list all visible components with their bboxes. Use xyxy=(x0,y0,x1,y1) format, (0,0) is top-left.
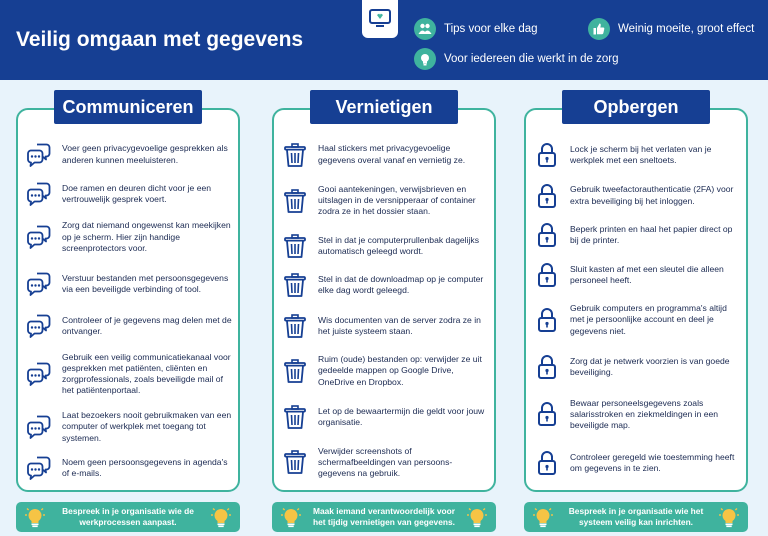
list-item xyxy=(534,176,740,216)
header xyxy=(0,0,768,80)
item-text: Doe ramen en deuren dicht voor je een vertrouwelijk gesprek voert. xyxy=(62,182,212,204)
item-text: Bewaar personeelsgegevens zoals salarisstroken en ziekmeldingen in een beveiligde map. xyxy=(570,397,719,431)
list-item xyxy=(282,175,488,226)
item-text: Verwijder screenshots of schermafbeeldingen van persoons-gegevens na gebruik. xyxy=(318,445,453,478)
list-item xyxy=(26,451,232,486)
lightbulb-icon xyxy=(24,506,46,528)
item-text: Ruim (oude) bestanden op: verwijder ze uit gedeelde mappen op Google Drive, OneDrive en Dropbox. xyxy=(318,354,482,387)
list-item xyxy=(282,346,488,395)
tip-text: Weinig moeite, groot effect xyxy=(618,23,755,35)
trash-can-icon xyxy=(282,272,308,298)
speech-bubbles-icon xyxy=(26,455,52,481)
item-text: Laat bezoekers nooit gebruikmaken van een computer of werkplek met toegang tot systemen. xyxy=(62,410,232,443)
lightbulb-icon xyxy=(210,506,232,528)
tip-text: Tips voor elke dag xyxy=(444,23,538,35)
list-item xyxy=(26,307,232,344)
list-item xyxy=(534,295,740,345)
list-item xyxy=(282,134,488,175)
banner-text: Maak iemand verantwoordelijk voor het tijdig vernietigen van gegevens. xyxy=(313,506,455,527)
item-list xyxy=(26,134,232,486)
users-icon xyxy=(414,18,436,40)
list-item xyxy=(26,344,232,403)
trash-can-icon xyxy=(282,358,308,384)
list-item xyxy=(282,396,488,439)
tip-text: Voor iedereen die werkt in de zorg xyxy=(444,53,619,65)
speech-bubbles-icon xyxy=(26,414,52,440)
trash-can-icon xyxy=(282,404,308,430)
lightbulb-icon xyxy=(532,506,554,528)
list-item xyxy=(534,134,740,176)
list-item xyxy=(26,403,232,450)
item-text: Beperk printen en haal het papier direct op bij de printer. xyxy=(570,224,733,246)
list-item xyxy=(282,439,488,486)
list-item xyxy=(534,216,740,256)
trash-can-icon xyxy=(282,449,308,475)
item-text: Controleer of je gegevens mag delen met de ontvanger. xyxy=(62,314,232,336)
list-item xyxy=(26,262,232,307)
item-text: Zorg dat je netwerk voorzien is van goede beveiliging. xyxy=(570,355,730,377)
tip-for-everyone xyxy=(414,48,619,70)
padlock-icon xyxy=(534,222,560,248)
banner-text: Bespreek in je organisatie wie de werkprocessen aanpast. xyxy=(62,506,194,527)
lightbulb-icon xyxy=(414,48,436,70)
item-text: Wis documenten van de server zodra ze in het juiste systeem staan. xyxy=(318,314,481,336)
speech-bubbles-icon xyxy=(26,271,52,297)
list-item xyxy=(534,255,740,295)
thumbs-up-icon xyxy=(588,18,610,40)
lightbulb-icon xyxy=(466,506,488,528)
item-text: Gebruik een veilig communicatiekanaal voor gesprekken met patiënten, cliënten en zorgprofessionals, zoals beveiligde mail of het patiëntenportaal. xyxy=(62,351,231,396)
item-text: Noem geen persoonsgegevens in agenda's of e-mails. xyxy=(62,457,228,479)
item-text: Controleer geregeld wie toestemming heeft om gegevens in te zien. xyxy=(570,451,735,474)
item-text: Stel in dat je computerprullenbak dagelijks automatisch geleegd wordt. xyxy=(318,234,479,257)
padlock-icon xyxy=(534,307,560,333)
item-text: Lock je scherm bij het verlaten van je werkplek met een sneltoets. xyxy=(570,143,712,165)
item-text: Voer geen privacygevoelige gesprekken als anderen kunnen meeluisteren. xyxy=(62,143,228,165)
item-text: Haal stickers met privacygevoelige gegevens overal vanaf en vernietig ze. xyxy=(318,143,466,165)
item-text: Verstuur bestanden met persoonsgegevens via een beveiligde verbinding of tool. xyxy=(62,273,229,295)
page-title: Veilig omgaan met gegevens xyxy=(16,28,304,51)
speech-bubbles-icon xyxy=(26,142,52,168)
item-text: Sluit kasten af met een sleutel die alleen personeel heeft. xyxy=(570,264,724,286)
trash-can-icon xyxy=(282,142,308,168)
item-text: Gebruik tweefactorauthenticatie (2FA) voor extra beveiliging bij het inloggen. xyxy=(570,184,734,206)
column-communiceren xyxy=(16,108,240,492)
list-item xyxy=(26,134,232,175)
banner-opbergen xyxy=(524,502,748,532)
banner-text: Bespreek in je organisatie wie het systeem veilig kan inrichten. xyxy=(568,506,704,527)
item-list xyxy=(282,134,488,486)
speech-bubbles-icon xyxy=(26,181,52,207)
lightbulb-icon xyxy=(280,506,302,528)
column-title-opbergen: Opbergen xyxy=(562,90,710,124)
monitor-heart-icon xyxy=(368,8,392,30)
trash-can-icon xyxy=(282,313,308,339)
padlock-icon xyxy=(534,401,560,427)
padlock-icon xyxy=(534,142,560,168)
item-text: Gooi aantekeningen, verwijsbrieven en uitslagen in de versnipperaar of container zodra ze in het dossier staan. xyxy=(318,184,476,217)
list-item xyxy=(26,213,232,262)
banner-vernietigen xyxy=(272,502,496,532)
tip-low-effort xyxy=(588,18,754,40)
list-item xyxy=(282,226,488,265)
item-text: Zorg dat niemand ongewenst kan meekijken op je scherm. Hier zijn handige screenprotectors voor. xyxy=(62,220,231,253)
padlock-icon xyxy=(534,450,560,476)
item-text: Gebruik computers en programma's altijd met je persoonlijke account en deel je gegevens niet. xyxy=(570,303,727,336)
speech-bubbles-icon xyxy=(26,361,52,387)
column-opbergen xyxy=(524,108,748,492)
trash-can-icon xyxy=(282,233,308,259)
item-text: Stel in dat de downloadmap op je computer elke dag wordt geleegd. xyxy=(318,274,484,296)
item-list xyxy=(534,134,740,486)
list-item xyxy=(282,305,488,346)
list-item xyxy=(534,345,740,389)
trash-can-icon xyxy=(282,188,308,214)
item-text: Let op de bewaartermijn die geldt voor jouw organisatie. xyxy=(318,405,485,428)
speech-bubbles-icon xyxy=(26,224,52,250)
list-item xyxy=(26,175,232,212)
banner-communiceren xyxy=(16,502,240,532)
speech-bubbles-icon xyxy=(26,313,52,339)
padlock-icon xyxy=(534,354,560,380)
padlock-icon xyxy=(534,262,560,288)
list-item xyxy=(534,440,740,486)
logo xyxy=(362,0,398,38)
padlock-icon xyxy=(534,183,560,209)
column-vernietigen xyxy=(272,108,496,492)
tip-every-day xyxy=(414,18,538,40)
lightbulb-icon xyxy=(718,506,740,528)
list-item xyxy=(282,266,488,305)
list-item xyxy=(534,389,740,441)
column-title-vernietigen: Vernietigen xyxy=(310,90,458,124)
column-title-communiceren: Communiceren xyxy=(54,90,202,124)
